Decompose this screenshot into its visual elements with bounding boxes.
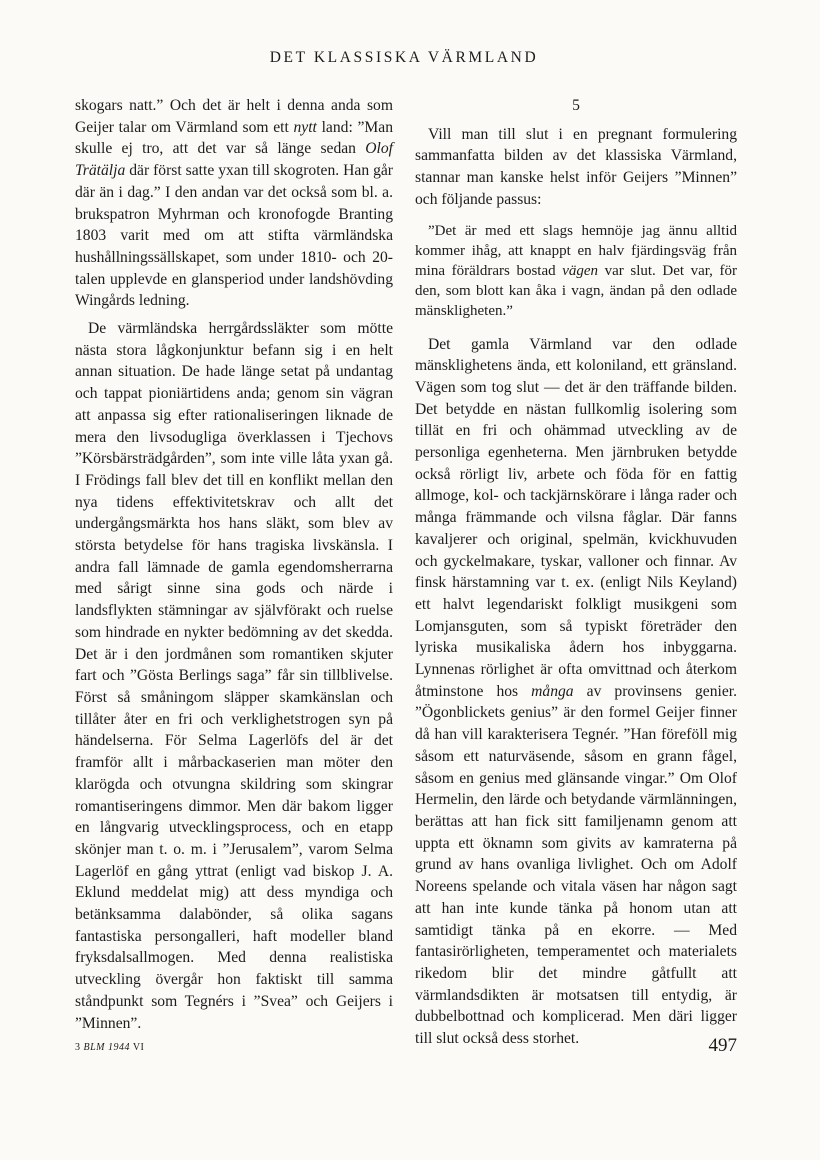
left-paragraph-1: skogars natt.” Och det är helt i denna anda som Geijer talar om Värmland som ett nytt land: ”Man skulle ej tro, att det var så länge sedan Olof Trätälja där först satte yxan till skogroten. Han går där än i dag.” I den andan var det också som bl. a. brukspatron Myhrman och kronofogde Branting 1803 varit med om att stifta värmländska hushållningssällskapet, som under 1810- och 20-talen upplevde en glansperiod under landshövding Wingårds ledning. bbox=[75, 97, 393, 310]
page-number: 497 bbox=[708, 1035, 737, 1056]
section-number: 5 bbox=[572, 97, 580, 114]
left-column bbox=[75, 95, 393, 1034]
emphasis-vagen: vägen bbox=[562, 262, 599, 279]
title-olof-tratalja: Olof Trätälja bbox=[75, 140, 393, 180]
right-paragraph-1: Vill man till slut i en pregnant formulering sammanfatta bilden av det klassiska Värmland, stannar man kanske helst inför Geijers ”Minnen” och följande passus: bbox=[415, 125, 737, 208]
emphasis-nytt: nytt bbox=[293, 118, 317, 136]
right-column bbox=[415, 95, 737, 1050]
emphasis-manga: många bbox=[531, 682, 574, 700]
geijer-quote: ”Det är med ett slags hemnöje jag ännu alltid kommer ihåg, att knappt en halv fjärdingsväg från mina föräldrars bostad vägen var slut. Det var, för den, som blott kan åka i vagn, ändan på den odlade mänskligheten.” bbox=[415, 222, 737, 320]
right-paragraph-2: Det gamla Värmland var den odlade mänsklighetens ända, ett koloniland, ett gränsland. Vägen som tog slut — det är den träffande bilden. Det betydde en nästan fullkomlig isolering som tillät en fri och ohämmad utveckling av de personliga egenheterna. Men järnbruken betydde också rörligt liv, arbete och föda för en fattig allmoge, kol- och tackjärnskörare i långa rader och många främmande och vilsna fåglar. Där fanns kavaljerer och original, spelmän, kvickhuvuden och gyckelmakare, tyskar, valloner och finnar. Av finsk härstamning var t. ex. (enligt Nils Keyland) ett halvt legendariskt folkligt musikgeni som Lomjansguten, som så typiskt företräder den lyriska musikaliska ådern hos inbyggarna. Lynnenas rörlighet är ofta omvittnad och återkom åtminstone hos många av provinsens genier. ”Ögonblickets genius” är den formel Geijer finner då han vill karakterisera Tegnér. ”Han föreföll mig såsom ett naturväsende, såsom en grann fågel, såsom en genius med glänsande vingar.” Om Olof Hermelin, den lärde och betydande värmlänningen, berättas att han fick sitt familjenamn genom att uppta ett öknamn som givits av kamraterna på grund av hans ovanliga livlighet. Och om Adolf Noreens spelande och vitala väsen har någon sagt att han inte kunde tänka på honom utan att samtidigt tänka på en ekorre. — Med fantasirörligheten, temperamentet och materialets rikedom blir det mindre gåtfullt att värmlandsdikten är motsatsen till entydig, är dubbelbottnad och komplicerad. Men däri ligger till slut också dess storhet. bbox=[415, 335, 737, 1048]
running-head-title: DET KLASSISKA VÄRMLAND bbox=[269, 49, 539, 66]
printer-signature: 3 BLM 1944 VI bbox=[75, 1042, 145, 1053]
left-paragraph-2: De värmländska herrgårdssläkter som mötte nästa stora lågkonjunktur befann sig i en helt annan situation. De hade länge setat på undantag och tappat pioniärtidens anda; genom sin vägran att anpassa sig efter rationaliseringen liknade de mera den livsodugliga överklassen i Tjechovs ”Körsbärsträdgården”, som inte ville låta yxan gå. I Frödings fall blev det till en konflikt mellan den nya tidens effektivitetskrav och allt det undergångsmärkta hos hans släkt, som blev av största betydelse för hans tragiska livskänsla. I andra fall lämnade de gamla egendomsherrarna med sårigt sinne sina gods och närde i landsflykten stämningar av självförakt och ruelse som hindrade en nykter bedömning av det skedda. Det är i den jordmånen som romantiken skjuter fart och ”Gösta Berlings saga” får sin tillblivelse. Först så småningom släpper skamkänslan och tillåter åter en fri och verklighetstrogen syn på händelserna. För Selma Lagerlöfs del är det framför allt i mårbackaserien man möter den klarögda och otvungna skildring som skingrar romantiseringens dimmor. Men där bakom ligger en långvarig utvecklingsprocess, och en etapp skönjer man t. o. m. i ”Jerusalem”, varom Selma Lagerlöf en gång yttrat (enligt vad biskop J. A. Eklund meddelat mig) att dess myndiga och betänksamma dalabönder, så olika sagans fantastiska persongalleri, haft modeller bland fryksdalsallmogen. Med denna realistiska utveckling övergår hon faktiskt till samma ståndpunkt som Tegnérs i ”Svea” och Geijers i ”Minnen”. bbox=[75, 320, 393, 1032]
